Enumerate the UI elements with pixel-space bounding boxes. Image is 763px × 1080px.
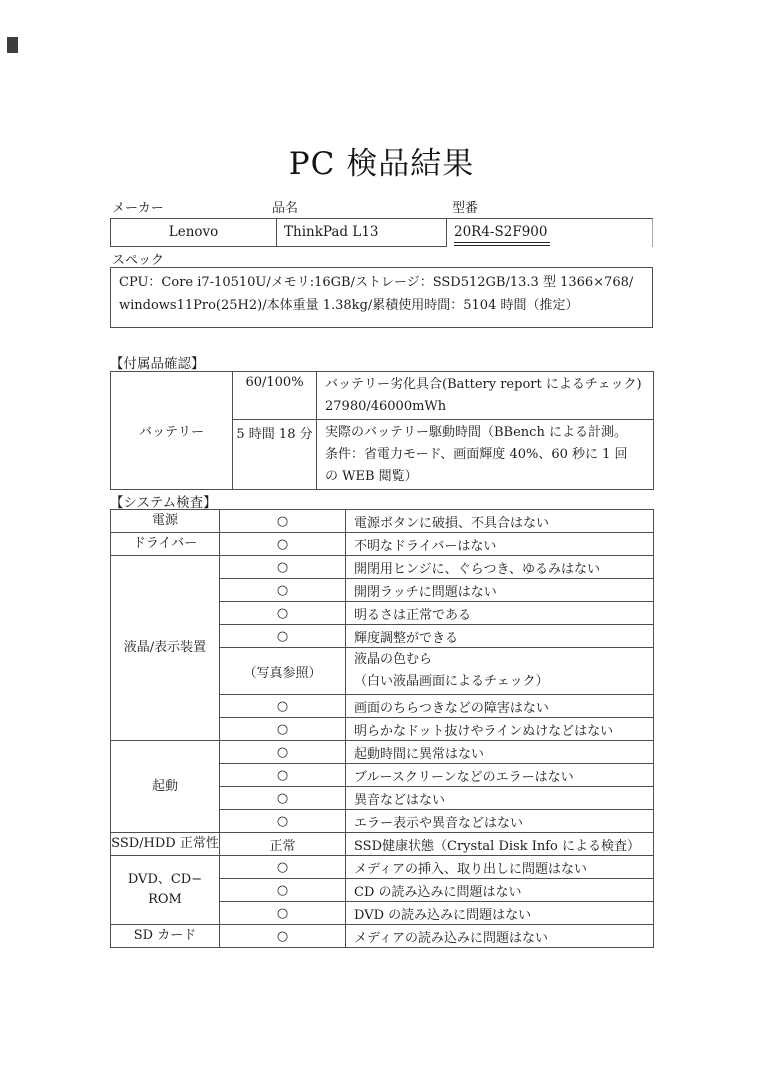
check-desc-cell: 輝度調整ができる — [346, 625, 654, 648]
result-mark-cell: ○ — [220, 856, 346, 879]
result-mark-cell: ○ — [220, 510, 346, 533]
result-mark-cell: ○ — [220, 787, 346, 810]
battery-runtime-desc-line-1: 実際のバッテリー駆動時間（BBench による計測。 — [325, 425, 627, 440]
result-mark-cell: ○ — [220, 925, 346, 948]
category-cell: 液晶/表示装置 — [111, 556, 220, 741]
product-table — [110, 218, 653, 246]
check-desc-cell: DVD の読み込みに問題はない — [346, 902, 654, 925]
system-heading: 【システム検査】 — [110, 495, 217, 511]
battery-runtime-desc-cell — [317, 420, 654, 490]
category-cell: 起動 — [111, 741, 220, 833]
check-desc-cell: SSD健康状態（Crystal Disk Info による検査） — [346, 833, 654, 856]
result-mark-cell: （写真参照） — [220, 648, 346, 695]
accessories-heading: 【付属品確認】 — [110, 356, 205, 372]
scan-artifact-mark — [7, 37, 18, 53]
result-mark-cell: ○ — [220, 741, 346, 764]
result-mark-cell: ○ — [220, 718, 346, 741]
check-desc-cell: 開閉用ヒンジに、ぐらつき、ゆるみはない — [346, 556, 654, 579]
result-mark-cell: ○ — [220, 625, 346, 648]
result-mark-cell: ○ — [220, 810, 346, 833]
spec-line-2: windows11Pro(25H2)/本体重量 1.38kg/累積使用時間：5104 時間（推定） — [119, 298, 579, 313]
maker-label: メーカー — [112, 201, 164, 216]
model-number: 20R4-S2F900 — [454, 223, 550, 246]
battery-health-value-cell: 60/100% — [233, 372, 317, 420]
battery-runtime-value-cell: 5 時間 18 分 — [233, 420, 317, 490]
result-mark-cell: ○ — [220, 764, 346, 787]
result-mark-cell: ○ — [220, 556, 346, 579]
product-name-label: 品名 — [272, 201, 299, 216]
check-desc-line-2: （白い液晶画面によるチェック） — [354, 674, 549, 689]
check-desc-cell: 開閉ラッチに問題はない — [346, 579, 654, 602]
product-name-value: ThinkPad L13 — [277, 219, 447, 247]
check-desc-cell: 明らかなドット抜けやラインぬけなどはない — [346, 718, 654, 741]
check-desc-cell: エラー表示や異音などはない — [346, 810, 654, 833]
category-cell: 電源 — [111, 510, 220, 533]
category-cell: SD カード — [111, 925, 220, 948]
battery-health-desc-line-2: 27980/46000mWh — [325, 399, 447, 414]
category-cell — [111, 856, 220, 925]
category-line-2: ROM — [148, 892, 182, 907]
battery-health-desc-cell — [317, 372, 654, 420]
check-desc-cell: 明るさは正常である — [346, 602, 654, 625]
category-cell: SSD/HDD 正常性 — [111, 833, 220, 856]
check-desc-cell: CD の読み込みに問題はない — [346, 879, 654, 902]
page-title: PC 検品結果 — [288, 146, 475, 182]
battery-table — [110, 371, 654, 490]
check-desc-cell — [346, 648, 654, 695]
spec-box — [110, 267, 653, 328]
check-desc-cell: 電源ボタンに破損、不具合はない — [346, 510, 654, 533]
result-mark-cell: ○ — [220, 579, 346, 602]
product-field-labels — [110, 197, 653, 215]
model-cell — [447, 219, 653, 247]
result-mark-cell: 正常 — [220, 833, 346, 856]
result-mark-cell: ○ — [220, 533, 346, 556]
check-desc-cell: 画面のちらつきなどの障害はない — [346, 695, 654, 718]
model-label: 型番 — [452, 201, 479, 216]
check-desc-line-1: 液晶の色むら — [354, 652, 433, 667]
check-desc-cell: 異音などはない — [346, 787, 654, 810]
result-mark-cell: ○ — [220, 695, 346, 718]
check-desc-cell: ブルースクリーンなどのエラーはない — [346, 764, 654, 787]
battery-runtime-desc-line-3: の WEB 閲覧） — [325, 469, 418, 484]
category-cell: ドライバー — [111, 533, 220, 556]
result-mark-cell: ○ — [220, 902, 346, 925]
spec-label: スペック — [112, 253, 165, 268]
check-desc-cell: メディアの挿入、取り出しに問題はない — [346, 856, 654, 879]
system-table — [110, 509, 654, 948]
check-row — [111, 556, 654, 579]
check-row — [111, 510, 654, 533]
check-row — [111, 925, 654, 948]
document-content — [110, 0, 653, 1080]
check-row — [111, 833, 654, 856]
check-row — [111, 741, 654, 764]
battery-health-desc-line-1: バッテリー劣化具合(Battery report によるチェック) — [325, 377, 642, 392]
check-desc-cell: 起動時間に異常はない — [346, 741, 654, 764]
check-row — [111, 533, 654, 556]
maker-value: Lenovo — [110, 219, 277, 247]
result-mark-cell: ○ — [220, 879, 346, 902]
check-row — [111, 856, 654, 879]
battery-category-cell: バッテリー — [111, 372, 233, 490]
battery-health-row — [111, 372, 654, 420]
check-desc-cell: メディアの読み込みに問題はない — [346, 925, 654, 948]
check-desc-cell: 不明なドライバーはない — [346, 533, 654, 556]
battery-runtime-desc-line-2: 条件：省電力モード、画面輝度 40%、60 秒に 1 回 — [325, 447, 628, 462]
result-mark-cell: ○ — [220, 602, 346, 625]
category-line-1: DVD、CD− — [127, 872, 203, 887]
spec-line-1: CPU：Core i7-10510U/メモリ:16GB/ストレージ：SSD512GB/13.3 型 1366×768/ — [119, 275, 634, 290]
